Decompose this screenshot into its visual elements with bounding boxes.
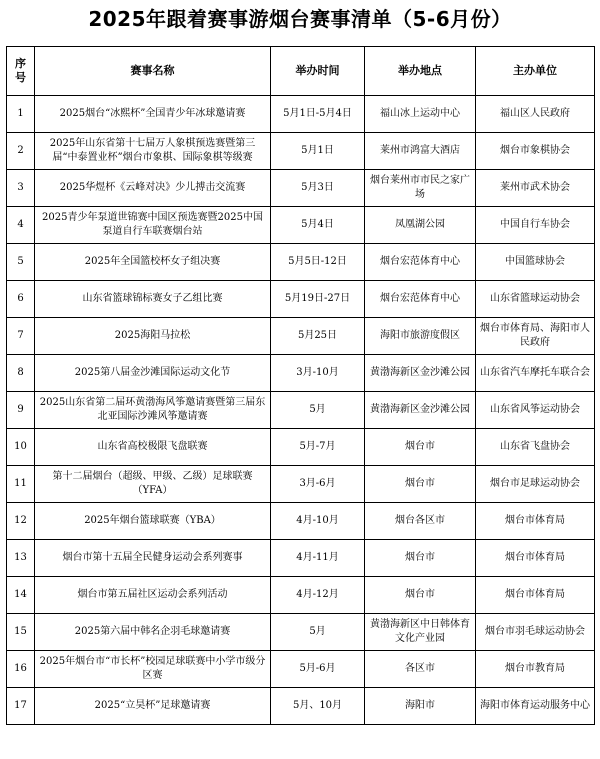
cell-place: 烟台宏范体育中心 [365,244,476,281]
cell-no: 3 [7,170,35,207]
cell-name: 2025年山东省第十七届万人象棋预选赛暨第三届“中泰置业杯”烟台市象棋、国际象棋等级赛 [35,133,271,170]
cell-no: 7 [7,318,35,355]
cell-no: 6 [7,281,35,318]
cell-place: 烟台莱州市市民之家广场 [365,170,476,207]
cell-name: 2025第八届金沙滩国际运动文化节 [35,355,271,392]
cell-place: 烟台市 [365,466,476,503]
cell-place: 凤凰湖公园 [365,207,476,244]
cell-no: 12 [7,503,35,540]
cell-name: 山东省高校极限飞盘联赛 [35,429,271,466]
table-row [7,318,595,355]
page-title: 2025年跟着赛事游烟台赛事清单（5-6月份） [88,7,512,31]
cell-host: 中国自行车协会 [476,207,595,244]
cell-place: 莱州市鸿富大酒店 [365,133,476,170]
header-name: 赛事名称 [35,47,271,96]
cell-no: 13 [7,540,35,577]
table-row [7,170,595,207]
cell-host: 烟台市体育局 [476,577,595,614]
cell-time: 5月、10月 [271,688,365,725]
cell-no: 2 [7,133,35,170]
cell-no: 5 [7,244,35,281]
cell-time: 3月-10月 [271,355,365,392]
table-row [7,355,595,392]
cell-place: 烟台市 [365,540,476,577]
cell-place: 福山冰上运动中心 [365,96,476,133]
header-time: 举办时间 [271,47,365,96]
cell-no: 8 [7,355,35,392]
cell-name: 2025华煜杯《云峰对决》少儿搏击交流赛 [35,170,271,207]
cell-place: 海阳市 [365,688,476,725]
table-row [7,207,595,244]
cell-host: 烟台市象棋协会 [476,133,595,170]
cell-host: 山东省篮球运动协会 [476,281,595,318]
cell-no: 11 [7,466,35,503]
cell-time: 5月-6月 [271,651,365,688]
table-row [7,392,595,429]
header-no: 序号 [7,47,35,96]
table-row [7,281,595,318]
cell-name: 2025年烟台市“市长杯”校园足球联赛中小学市级分区赛 [35,651,271,688]
cell-no: 14 [7,577,35,614]
header-host: 主办单位 [476,47,595,96]
table-body [7,96,595,725]
cell-time: 5月19日-27日 [271,281,365,318]
cell-time: 5月-7月 [271,429,365,466]
cell-host: 烟台市教育局 [476,651,595,688]
cell-host: 莱州市武术协会 [476,170,595,207]
cell-no: 15 [7,614,35,651]
cell-place: 烟台宏范体育中心 [365,281,476,318]
cell-time: 4月-12月 [271,577,365,614]
cell-name: 山东省篮球锦标赛女子乙组比赛 [35,281,271,318]
table-row [7,466,595,503]
cell-time: 5月5日-12日 [271,244,365,281]
table-row [7,503,595,540]
cell-no: 1 [7,96,35,133]
table-row [7,577,595,614]
cell-time: 5月3日 [271,170,365,207]
cell-host: 福山区人民政府 [476,96,595,133]
cell-place: 黄渤海新区中日韩体育文化产业园 [365,614,476,651]
cell-time: 5月4日 [271,207,365,244]
cell-time: 3月-6月 [271,466,365,503]
cell-host: 山东省飞盘协会 [476,429,595,466]
cell-time: 5月1日-5月4日 [271,96,365,133]
table-row [7,133,595,170]
cell-place: 烟台各区市 [365,503,476,540]
cell-name: 2025年烟台篮球联赛（YBA） [35,503,271,540]
table-row [7,540,595,577]
cell-no: 4 [7,207,35,244]
cell-name: 第十二届烟台（超级、甲级、乙级）足球联赛（YFA） [35,466,271,503]
cell-name: 2025海阳马拉松 [35,318,271,355]
cell-no: 9 [7,392,35,429]
cell-host: 烟台市体育局、海阳市人民政府 [476,318,595,355]
header-place: 举办地点 [365,47,476,96]
table-row [7,614,595,651]
cell-place: 黄渤海新区金沙滩公园 [365,355,476,392]
table-row [7,429,595,466]
cell-host: 中国篮球协会 [476,244,595,281]
cell-time: 5月1日 [271,133,365,170]
cell-time: 5月25日 [271,318,365,355]
cell-name: 2025山东省第二届环黄渤海风筝邀请赛暨第三届东北亚国际沙滩风筝邀请赛 [35,392,271,429]
cell-no: 17 [7,688,35,725]
cell-time: 5月 [271,392,365,429]
table-header-row [7,47,595,96]
cell-place: 烟台市 [365,429,476,466]
cell-no: 10 [7,429,35,466]
event-table [6,46,595,725]
cell-place: 黄渤海新区金沙滩公园 [365,392,476,429]
cell-host: 山东省风筝运动协会 [476,392,595,429]
cell-place: 海阳市旅游度假区 [365,318,476,355]
cell-host: 山东省汽车摩托车联合会 [476,355,595,392]
cell-name: 2025烟台“冰熙杯”全国青少年冰球邀请赛 [35,96,271,133]
table-row [7,651,595,688]
cell-name: 2025“立昊杯”足球邀请赛 [35,688,271,725]
cell-name: 烟台市第十五届全民健身运动会系列赛事 [35,540,271,577]
cell-host: 烟台市体育局 [476,540,595,577]
cell-host: 烟台市体育局 [476,503,595,540]
cell-host: 海阳市体育运动服务中心 [476,688,595,725]
cell-host: 烟台市足球运动协会 [476,466,595,503]
cell-name: 烟台市第五届社区运动会系列活动 [35,577,271,614]
cell-time: 4月-11月 [271,540,365,577]
cell-name: 2025年全国篮校杯女子组决赛 [35,244,271,281]
cell-host: 烟台市羽毛球运动协会 [476,614,595,651]
cell-name: 2025第六届中韩名企羽毛球邀请赛 [35,614,271,651]
cell-time: 5月 [271,614,365,651]
cell-time: 4月-10月 [271,503,365,540]
cell-name: 2025青少年泵道世锦赛中国区预选赛暨2025中国泵道自行车联赛烟台站 [35,207,271,244]
cell-place: 烟台市 [365,577,476,614]
cell-no: 16 [7,651,35,688]
table-row [7,96,595,133]
cell-place: 各区市 [365,651,476,688]
table-row [7,688,595,725]
table-row [7,244,595,281]
